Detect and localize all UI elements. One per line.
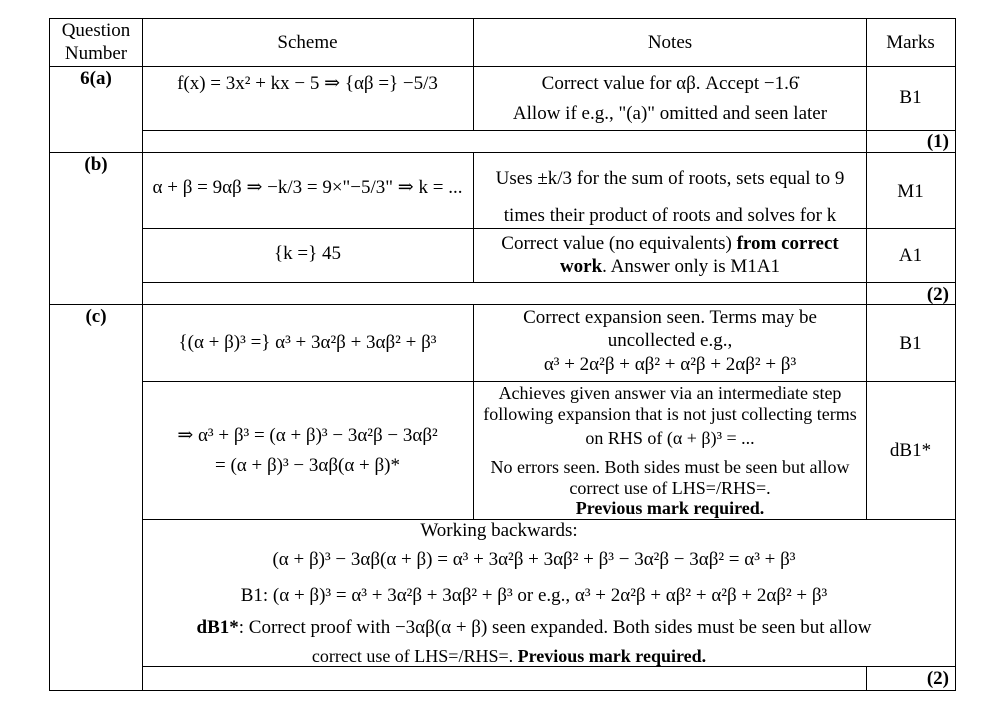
- rule: [49, 18, 50, 691]
- header-question-number: Question Number: [61, 20, 131, 64]
- part-c-mark-row1: B1: [899, 333, 922, 354]
- rule: [49, 690, 956, 691]
- part-c-scheme-row2-line1: ⇒ α³ + β³ = (α + β)³ − 3α²β − 3αβ²: [177, 425, 438, 446]
- part-b-scheme-row1: α + β = 9αβ ⇒ −k/3 = 9×"−5/3" ⇒ k = ...: [152, 177, 463, 198]
- part-a-total: (1): [926, 131, 949, 152]
- header-scheme: Scheme: [277, 32, 338, 53]
- working-line4: [142, 646, 956, 667]
- part-a-label: 6(a): [80, 68, 112, 89]
- part-c-notes-row2-line2: following expansion that is not just collecting terms: [483, 404, 857, 424]
- part-c-notes-row1-line2: uncollected e.g.,: [607, 330, 733, 351]
- rule: [49, 18, 956, 19]
- rule: [49, 66, 956, 67]
- rule: [142, 282, 956, 283]
- part-c-notes-row1-line3: α³ + 2α²β + αβ² + α²β + 2αβ² + β³: [543, 354, 797, 375]
- working-line1: (α + β)³ − 3αβ(α + β) = α³ + 3α²β + 3αβ² + β³ − 3α²β − 3αβ² = α³ + β³: [272, 549, 796, 570]
- part-a-scheme-text: f(x) = 3x² + kx − 5 ⇒ {αβ =} −5/3: [177, 73, 438, 94]
- part-c-notes-row2-line6: Previous mark required.: [575, 498, 765, 518]
- part-a-scheme: [142, 72, 473, 95]
- part-b-notes-row1-line2: times their product of roots and solves for k: [503, 205, 837, 226]
- working-line3: [142, 617, 956, 639]
- rule: [142, 381, 956, 382]
- notes-text: . Answer only is M1A1: [602, 256, 781, 277]
- working-line4-text: correct use of LHS=/RHS=.: [311, 646, 518, 666]
- part-a-mark: B1: [899, 87, 922, 108]
- working-line4-bold: Previous mark required.: [517, 646, 707, 666]
- part-c-scheme-row1: {(α + β)³ =} α³ + 3α²β + 3αβ² + β³: [178, 332, 437, 353]
- rule: [142, 130, 956, 131]
- part-c-label: (c): [85, 306, 107, 327]
- part-c-total: (2): [926, 668, 949, 689]
- working-line3-bold: dB1*: [196, 617, 239, 638]
- rule: [49, 152, 956, 153]
- header-notes: Notes: [647, 32, 693, 53]
- part-b-notes-row2-line2: [474, 256, 866, 278]
- part-c-notes-row1-line1: Correct expansion seen. Terms may be: [523, 307, 817, 328]
- part-c-notes-row2-line1: Achieves given answer via an intermediate step: [498, 383, 842, 403]
- working-line3-text: : Correct proof with −3αβ(α + β) seen expanded. Both sides must be seen but allow: [238, 617, 872, 638]
- part-b-notes-row2-line1: [474, 233, 866, 255]
- part-b-mark-row1: M1: [897, 181, 924, 202]
- working-title: Working backwards:: [420, 520, 578, 541]
- part-c-notes-row2-line3: on RHS of (α + β)³ = ...: [585, 428, 755, 448]
- notes-text: Correct value (no equivalents): [501, 233, 737, 254]
- part-b-label: (b): [84, 154, 108, 175]
- header-marks: Marks: [886, 32, 935, 53]
- notes-text-bold: work: [559, 256, 603, 277]
- part-a-notes-line1: Correct value for αβ. Accept −1.6̇: [541, 73, 799, 94]
- part-c-mark-row2: dB1*: [889, 440, 932, 461]
- part-b-total: (2): [926, 284, 949, 305]
- notes-text-bold: from correct: [736, 233, 839, 254]
- rule: [142, 228, 956, 229]
- part-b-mark-row2: A1: [898, 245, 923, 266]
- part-b-scheme-row2: {k =} 45: [274, 243, 341, 264]
- part-a-notes-line2: Allow if e.g., "(a)" omitted and seen later: [512, 103, 828, 124]
- rule: [49, 304, 956, 305]
- working-line2: B1: (α + β)³ = α³ + 3α²β + 3αβ² + β³ or e.g., α³ + 2α²β + αβ² + α²β + 2αβ² + β³: [240, 585, 828, 606]
- part-c-notes-row2-line5: correct use of LHS=/RHS=.: [569, 478, 771, 498]
- part-c-scheme-row2-line2: = (α + β)³ − 3αβ(α + β)*: [215, 455, 400, 476]
- part-b-notes-row1-line1: Uses ±k/3 for the sum of roots, sets equal to 9: [495, 168, 845, 189]
- part-c-notes-row2-line4: No errors seen. Both sides must be seen but allow: [490, 457, 850, 477]
